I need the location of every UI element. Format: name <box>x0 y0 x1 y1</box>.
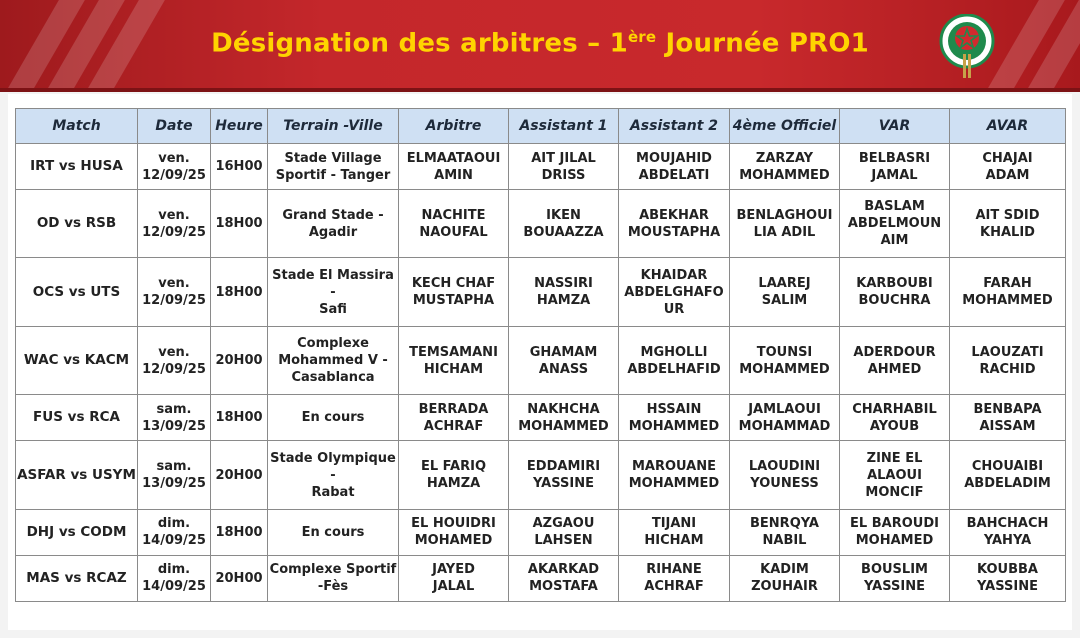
cell-line: JAYED <box>432 562 475 578</box>
frmf-crest-icon <box>938 14 996 80</box>
cell-line: HICHAM <box>423 361 484 377</box>
cell-line: YASSINE <box>977 579 1038 595</box>
cell-4eme-officiel <box>730 144 840 190</box>
cell-line: AISSAM <box>979 418 1036 434</box>
cell-4eme-officiel <box>730 326 840 394</box>
cell-date <box>138 326 211 394</box>
cell-assistant-2 <box>619 395 730 441</box>
cell-line: En cours <box>301 410 365 426</box>
cell-line: dim. <box>157 562 191 578</box>
cell-line: HICHAM <box>644 533 704 549</box>
cell-date <box>138 190 211 258</box>
cell-line: TEMSAMANI <box>409 344 498 360</box>
cell-line: NAOUFAL <box>419 224 488 240</box>
cell-line: NASSIRI <box>534 276 593 292</box>
page-title <box>0 28 1080 59</box>
cell-line: KADIM <box>760 562 809 578</box>
cell-terrain <box>268 258 399 326</box>
cell-assistant-1 <box>509 441 619 509</box>
cell-var <box>840 555 950 601</box>
column-header-arbitre: Arbitre <box>399 109 509 144</box>
column-header-date: Date <box>138 109 211 144</box>
cell-line: AZGAOU <box>532 516 595 532</box>
cell-match: DHJ vs CODM <box>16 509 138 555</box>
cell-line: KHAIDAR <box>640 267 708 283</box>
cell-terrain <box>268 144 399 190</box>
cell-line: BENRQYA <box>750 516 819 532</box>
cell-line: Rabat <box>311 484 355 500</box>
cell-match: ASFAR vs USYM <box>16 441 138 509</box>
cell-line: ABDELATI <box>638 167 710 183</box>
cell-avar <box>950 190 1066 258</box>
cell-heure: 20H00 <box>211 326 268 394</box>
cell-line: YAHYA <box>983 533 1032 549</box>
cell-line: ABEKHAR <box>639 207 709 223</box>
cell-line: ven. <box>158 344 190 360</box>
cell-line: DRISS <box>541 167 586 183</box>
cell-arbitre <box>399 441 509 509</box>
cell-4eme-officiel <box>730 555 840 601</box>
cell-line: NABIL <box>762 533 807 549</box>
cell-line: BOUAAZZA <box>523 224 604 240</box>
cell-assistant-2 <box>619 326 730 394</box>
cell-line: sam. <box>156 459 192 475</box>
cell-assistant-1 <box>509 326 619 394</box>
cell-terrain <box>268 555 399 601</box>
cell-arbitre <box>399 326 509 394</box>
cell-line: LAHSEN <box>534 533 593 549</box>
table-row <box>16 509 1066 555</box>
title-rest: Journée PRO1 <box>656 28 869 59</box>
cell-date <box>138 395 211 441</box>
cell-line: MOHAMMED <box>628 418 720 434</box>
cell-var <box>840 190 950 258</box>
cell-line: YOUNESS <box>750 476 819 492</box>
cell-avar <box>950 258 1066 326</box>
table-row <box>16 258 1066 326</box>
cell-line: ven. <box>158 150 190 166</box>
cell-line: NACHITE <box>421 207 486 223</box>
cell-4eme-officiel <box>730 395 840 441</box>
cell-arbitre <box>399 395 509 441</box>
column-header-heure: Heure <box>211 109 268 144</box>
cell-line: GHAMAM <box>529 344 598 360</box>
cell-line: Stade Olympique - <box>270 450 396 483</box>
cell-terrain <box>268 326 399 394</box>
cell-line: Mohammed V - <box>278 353 388 369</box>
cell-line: 12/09/25 <box>142 167 206 183</box>
cell-arbitre <box>399 555 509 601</box>
cell-line: AYOUB <box>869 418 920 434</box>
cell-line: MOUJAHID <box>636 150 712 166</box>
cell-line: BASLAM <box>864 199 925 215</box>
cell-assistant-2 <box>619 190 730 258</box>
cell-heure: 20H00 <box>211 555 268 601</box>
cell-assistant-2 <box>619 509 730 555</box>
cell-arbitre <box>399 190 509 258</box>
cell-line: En cours <box>301 524 365 540</box>
cell-line: ZINE EL <box>866 450 923 466</box>
cell-line: HSSAIN <box>646 401 702 417</box>
cell-line: Grand Stade - <box>282 207 384 223</box>
cell-line: Complexe <box>297 336 369 352</box>
cell-line: MOHAMMED <box>739 167 830 183</box>
cell-line: EL FARIQ <box>420 459 487 475</box>
cell-line: JAMLAOUI <box>748 401 821 417</box>
cell-line: 13/09/25 <box>142 476 206 492</box>
cell-assistant-1 <box>509 509 619 555</box>
cell-line: JALAL <box>432 579 475 595</box>
cell-line: LAOUZATI <box>971 344 1044 360</box>
cell-line: BOUSLIM <box>861 562 928 578</box>
cell-match: IRT vs HUSA <box>16 144 138 190</box>
table-body <box>16 144 1066 602</box>
cell-line: Complexe Sportif <box>269 562 397 578</box>
cell-match: MAS vs RCAZ <box>16 555 138 601</box>
cell-line: CHARHABIL <box>852 401 937 417</box>
cell-line: BELBASRI <box>858 150 931 166</box>
cell-heure: 16H00 <box>211 144 268 190</box>
cell-avar <box>950 144 1066 190</box>
cell-avar <box>950 555 1066 601</box>
cell-4eme-officiel <box>730 190 840 258</box>
cell-line: MONCIF <box>865 484 924 500</box>
cell-line: MOUSTAPHA <box>627 224 721 240</box>
cell-line: MOHAMED <box>855 533 934 549</box>
cell-line: TOUNSI <box>756 344 813 360</box>
cell-line: LAOUDINI <box>748 459 821 475</box>
cell-line: ELMAATAOUI <box>406 150 501 166</box>
cell-line: 13/09/25 <box>142 418 206 434</box>
cell-line: RIHANE <box>646 562 702 578</box>
cell-line: sam. <box>156 401 192 417</box>
cell-line: ALAOUI <box>867 467 922 483</box>
cell-line: AKARKAD <box>527 562 600 578</box>
column-header-var: VAR <box>840 109 950 144</box>
cell-line: BOUCHRA <box>858 293 931 309</box>
cell-avar <box>950 326 1066 394</box>
cell-assistant-1 <box>509 555 619 601</box>
table-row <box>16 441 1066 509</box>
cell-line: FARAH <box>983 276 1032 292</box>
cell-line: NAKHCHA <box>527 401 600 417</box>
cell-line: MUSTAPHA <box>412 293 495 309</box>
cell-line: ACHRAF <box>423 418 484 434</box>
cell-line: ACHRAF <box>644 579 704 595</box>
cell-assistant-1 <box>509 144 619 190</box>
column-header-assistant-2: Assistant 2 <box>619 109 730 144</box>
cell-line: KARBOUBI <box>856 276 933 292</box>
cell-line: AIT JILAL <box>531 150 596 166</box>
cell-line: JAMAL <box>871 167 918 183</box>
banner-bottom-line <box>0 88 1080 92</box>
cell-line: EDDAMIRI <box>526 459 601 475</box>
cell-arbitre <box>399 258 509 326</box>
cell-line: 14/09/25 <box>142 533 206 549</box>
cell-line: ven. <box>158 276 190 292</box>
cell-4eme-officiel <box>730 258 840 326</box>
cell-var <box>840 258 950 326</box>
cell-var <box>840 441 950 509</box>
table-row <box>16 144 1066 190</box>
cell-assistant-2 <box>619 555 730 601</box>
cell-assistant-1 <box>509 395 619 441</box>
cell-line: -Fès <box>317 579 349 595</box>
cell-line: 14/09/25 <box>142 579 206 595</box>
cell-line: MOHAMMAD <box>738 418 831 434</box>
title-main: Désignation des arbitres – 1 <box>211 28 628 59</box>
cell-line: 12/09/25 <box>142 293 206 309</box>
cell-assistant-2 <box>619 258 730 326</box>
cell-terrain <box>268 509 399 555</box>
title-superscript: ère <box>627 28 657 46</box>
cell-line: Stade El Massira - <box>272 267 394 300</box>
cell-avar <box>950 395 1066 441</box>
referee-designation-table <box>15 108 1066 602</box>
cell-line: ABDELMOUN <box>847 216 942 232</box>
cell-line: EL BAROUDI <box>850 516 939 532</box>
cell-line: YASSINE <box>864 579 925 595</box>
cell-line: MOHAMMED <box>518 418 609 434</box>
cell-heure: 18H00 <box>211 190 268 258</box>
cell-line: ZOUHAIR <box>751 579 818 595</box>
cell-date <box>138 441 211 509</box>
column-header-4eme-officiel: 4ème Officiel <box>730 109 840 144</box>
cell-line: Sportif - Tanger <box>275 167 391 183</box>
cell-line: SALIM <box>761 293 808 309</box>
table-header-row <box>16 109 1066 144</box>
cell-line: YASSINE <box>533 476 594 492</box>
cell-line: MAROUANE <box>631 459 717 475</box>
table-row <box>16 395 1066 441</box>
cell-assistant-2 <box>619 144 730 190</box>
cell-line: 12/09/25 <box>142 361 206 377</box>
cell-line: HAMZA <box>426 476 481 492</box>
table-row <box>16 326 1066 394</box>
cell-line: AIM <box>880 233 909 249</box>
cell-heure: 18H00 <box>211 395 268 441</box>
cell-assistant-1 <box>509 190 619 258</box>
cell-line: IKEN <box>546 207 581 223</box>
cell-line: BERRADA <box>418 401 489 417</box>
cell-line: LIA ADIL <box>753 224 816 240</box>
cell-date <box>138 555 211 601</box>
cell-line: KHALID <box>980 224 1035 240</box>
cell-line: CHAJAI <box>982 150 1033 166</box>
cell-terrain <box>268 441 399 509</box>
cell-arbitre <box>399 509 509 555</box>
cell-arbitre <box>399 144 509 190</box>
cell-line: ABDELADIM <box>964 476 1051 492</box>
cell-heure: 18H00 <box>211 509 268 555</box>
table-row <box>16 190 1066 258</box>
cell-match: FUS vs RCA <box>16 395 138 441</box>
cell-line: AMIN <box>434 167 473 183</box>
cell-line: MOSTAFA <box>529 579 598 595</box>
cell-var <box>840 326 950 394</box>
cell-line: BENLAGHOUI <box>736 207 833 223</box>
cell-heure: 18H00 <box>211 258 268 326</box>
cell-line: ABDELHAFID <box>627 361 721 377</box>
cell-line: ADAM <box>985 167 1030 183</box>
cell-line: TIJANI <box>651 516 697 532</box>
cell-assistant-2 <box>619 441 730 509</box>
cell-line: dim. <box>157 516 191 532</box>
cell-line: HAMZA <box>536 293 591 309</box>
cell-line: Casablanca <box>291 370 375 386</box>
cell-line: KECH CHAF <box>411 276 496 292</box>
cell-terrain <box>268 190 399 258</box>
cell-match: OCS vs UTS <box>16 258 138 326</box>
cell-terrain <box>268 395 399 441</box>
cell-line: BENBAPA <box>973 401 1042 417</box>
cell-date <box>138 144 211 190</box>
cell-line: ANASS <box>538 361 589 377</box>
cell-line: 12/09/25 <box>142 224 206 240</box>
cell-avar <box>950 441 1066 509</box>
cell-line: ZARZAY <box>755 150 814 166</box>
table-row <box>16 555 1066 601</box>
column-header-match: Match <box>16 109 138 144</box>
cell-line: LAAREJ <box>758 276 811 292</box>
cell-line: Agadir <box>308 224 358 240</box>
cell-match: OD vs RSB <box>16 190 138 258</box>
column-header-assistant-1: Assistant 1 <box>509 109 619 144</box>
cell-line: ADERDOUR <box>853 344 936 360</box>
cell-heure: 20H00 <box>211 441 268 509</box>
cell-var <box>840 144 950 190</box>
cell-line: MOHAMMED <box>962 293 1053 309</box>
cell-line: EL HOUIDRI <box>411 516 496 532</box>
cell-line: MOHAMMED <box>739 361 830 377</box>
cell-line: ven. <box>158 207 190 223</box>
cell-line: UR <box>663 301 685 317</box>
cell-line: AHMED <box>867 361 922 377</box>
cell-line: MGHOLLI <box>640 344 708 360</box>
column-header-terrain: Terrain -Ville <box>268 109 399 144</box>
cell-4eme-officiel <box>730 509 840 555</box>
cell-date <box>138 258 211 326</box>
cell-line: ABDELGHAFO <box>624 284 724 300</box>
cell-date <box>138 509 211 555</box>
cell-line: AIT SDID <box>975 207 1040 223</box>
cell-line: Safi <box>319 301 347 317</box>
cell-line: BAHCHACH <box>966 516 1049 532</box>
cell-line: RACHID <box>979 361 1036 377</box>
cell-match: WAC vs KACM <box>16 326 138 394</box>
cell-line: Stade Village <box>284 150 382 166</box>
cell-line: MOHAMMED <box>628 476 720 492</box>
cell-line: KOUBBA <box>977 562 1038 578</box>
cell-line: CHOUAIBI <box>971 459 1044 475</box>
cell-var <box>840 509 950 555</box>
cell-avar <box>950 509 1066 555</box>
column-header-avar: AVAR <box>950 109 1066 144</box>
cell-var <box>840 395 950 441</box>
cell-line: MOHAMED <box>414 533 493 549</box>
cell-assistant-1 <box>509 258 619 326</box>
cell-4eme-officiel <box>730 441 840 509</box>
